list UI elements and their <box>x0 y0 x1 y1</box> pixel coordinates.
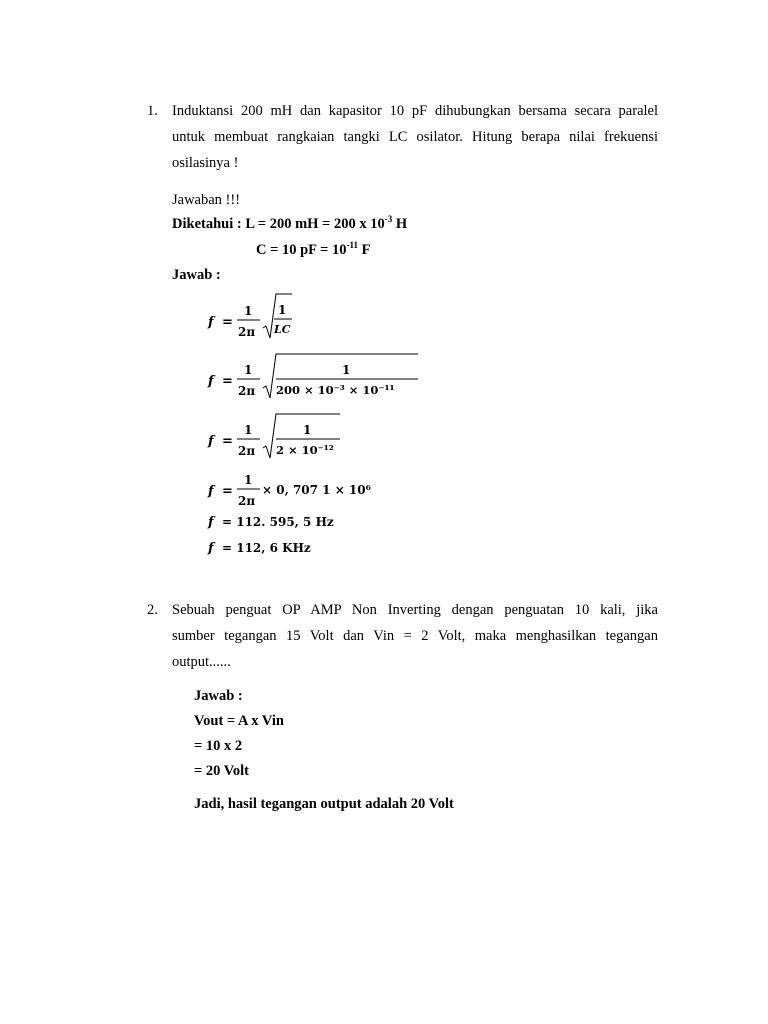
svg-text:2π: 2π <box>238 384 256 398</box>
q1-answer-heading: Jawaban !!! <box>172 192 241 208</box>
svg-text:=: = <box>222 374 233 389</box>
q1-known-l: Diketahui : L = 200 mH = 200 x $10^{-3}$ H <box>172 214 408 232</box>
svg-text:2π: 2π <box>238 494 256 508</box>
q2-jawab: Jawab : <box>194 688 243 704</box>
svg-text:=: = <box>222 434 233 449</box>
svg-text:1: 1 <box>244 423 253 437</box>
svg-text:1: 1 <box>244 363 253 377</box>
eq1-num: 1 <box>244 304 253 318</box>
svg-text:1: 1 <box>342 363 351 377</box>
q2-step-3: = 20 Volt <box>194 763 249 779</box>
formula-block <box>200 290 460 560</box>
eq6-rest: = 112, 6 KHz <box>222 541 311 555</box>
eq1-inner-den: LC <box>274 323 291 336</box>
q2-number: 2. <box>147 602 158 618</box>
equation-5 <box>207 515 334 530</box>
q1-line-3: osilasinya ! <box>172 155 239 171</box>
svg-text:2π: 2π <box>238 444 256 458</box>
q2-line-3: output...... <box>172 654 231 670</box>
eq1-inner-num: 1 <box>278 303 287 317</box>
svg-text:f: f <box>208 434 214 449</box>
eq1-equals: = <box>222 315 233 330</box>
q1-number: 1. <box>147 103 158 119</box>
q1-line-2: untuk membuat rangkaian tangki LC osilator. Hitung berapa nilai frekuensi <box>172 129 658 145</box>
q2-line-1: Sebuah penguat OP AMP Non Inverting dengan penguatan 10 kali, jika <box>172 602 658 618</box>
svg-text:1: 1 <box>244 473 253 487</box>
svg-text:f: f <box>208 515 214 530</box>
equation-4 <box>207 473 371 508</box>
eq4-rest: × 0, 707 1 × 10⁶ <box>262 483 371 497</box>
q1-line-1: Induktansi 200 mH dan kapasitor 10 pF dihubungkan bersama secara paralel <box>172 103 658 119</box>
q2-step-1: Vout = A x Vin <box>194 713 284 729</box>
svg-text:=: = <box>222 484 233 499</box>
eq5-rest: = 112. 595, 5 Hz <box>222 515 334 529</box>
equation-1 <box>207 294 292 339</box>
svg-text:1: 1 <box>303 423 312 437</box>
svg-text:f: f <box>208 541 214 556</box>
equation-6 <box>207 541 311 556</box>
eq3-den: 2 × 10⁻¹² <box>276 443 334 457</box>
q2-step-2: = 10 x 2 <box>194 738 243 754</box>
eq1-den: 2π <box>238 325 256 339</box>
svg-text:f: f <box>208 374 214 389</box>
equation-2 <box>207 354 418 398</box>
q1-jawab: Jawab : <box>172 267 221 283</box>
eq1-f: f <box>208 315 214 330</box>
q2-conclusion: Jadi, hasil tegangan output adalah 20 Volt <box>194 796 454 812</box>
svg-text:f: f <box>208 484 214 499</box>
q1-known-c: C = 10 pF = $10^{-11}$ F <box>256 240 371 258</box>
equation-3 <box>207 414 340 458</box>
q2-line-2: sumber tegangan 15 Volt dan Vin = 2 Volt, maka menghasilkan tegangan <box>172 628 658 644</box>
eq2-den: 200 × 10⁻³ × 10⁻¹¹ <box>276 383 395 397</box>
